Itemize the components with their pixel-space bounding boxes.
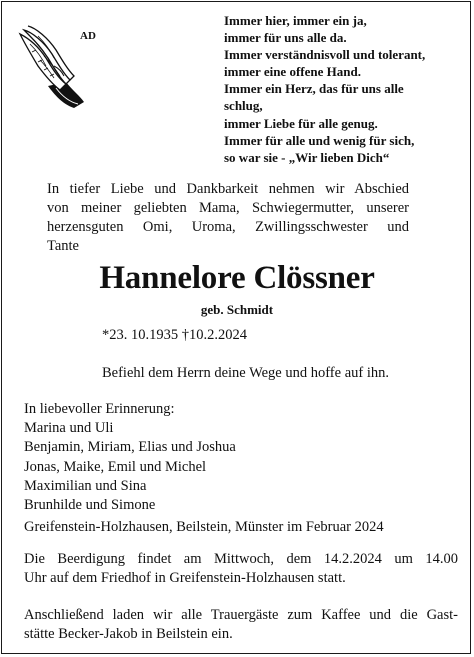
poem-line: Immer ein Herz, das für uns alle: [224, 81, 404, 97]
deceased-name: Hannelore Clössner: [99, 260, 375, 296]
mourner-entry: Benjamin, Miriam, Elias und Joshua: [24, 439, 236, 456]
poem-line: schlug,: [224, 98, 263, 114]
obituary-notice: [1, 1, 471, 654]
mourners-list: [24, 400, 236, 515]
funeral-line: Die Beerdigung findet am Mittwoch, dem 14.2.2024 um 14.00: [24, 551, 458, 567]
poem-line: Immer für alle und wenig für sich,: [224, 132, 415, 148]
poem-line: Immer verständnisvoll und tolerant,: [224, 47, 426, 63]
reception-line: Anschließend laden wir alle Trauergäste zum Kaffee und die Gast-: [24, 607, 458, 623]
life-dates: *23. 10.1935 †10.2.2024: [102, 327, 247, 343]
funeral-line: Uhr auf dem Friedhof in Greifenstein-Holzhausen statt.: [24, 570, 346, 586]
poem-line: Immer hier, immer ein ja,: [224, 13, 367, 28]
intro-line: Tante: [47, 238, 79, 254]
mourner-entry: Marina und Uli: [24, 420, 114, 437]
poem-line: immer für uns alle da.: [224, 30, 347, 46]
intro-line: von meiner geliebten Mama, Schwiegermutter, unserer: [47, 200, 409, 216]
funeral-info: [24, 550, 458, 588]
birth-name: geb. Schmidt: [200, 302, 274, 317]
bible-verse: Befiehl dem Herrn deine Wege und hoffe auf ihn.: [102, 365, 389, 381]
mourner-entry: Jonas, Maike, Emil und Michel: [24, 458, 207, 475]
intro-text: [47, 180, 409, 256]
reception-line: stätte Becker-Jakob in Beilstein ein.: [24, 626, 233, 642]
mourner-entry: Brunhilde und Simone: [24, 497, 156, 514]
mourners-heading: In liebevoller Erinnerung:: [24, 401, 175, 417]
poem-line: so war sie - „Wir lieben Dich“: [224, 149, 390, 165]
intro-line: In tiefer Liebe und Dankbarkeit nehmen wir Abschied: [47, 181, 409, 197]
intro-line: herzensguten Omi, Uroma, Zwillingsschwester und: [47, 219, 409, 235]
mourner-entry: Maximilian und Sina: [24, 477, 147, 494]
poem-line: immer eine offene Hand.: [224, 64, 361, 80]
poem: [224, 12, 425, 166]
poem-line: immer Liebe für alle genug.: [224, 115, 378, 131]
place-and-date: Greifenstein-Holzhausen, Beilstein, Münster im Februar 2024: [24, 519, 384, 535]
reception-info: [24, 606, 458, 644]
monogram: AD: [80, 30, 96, 42]
